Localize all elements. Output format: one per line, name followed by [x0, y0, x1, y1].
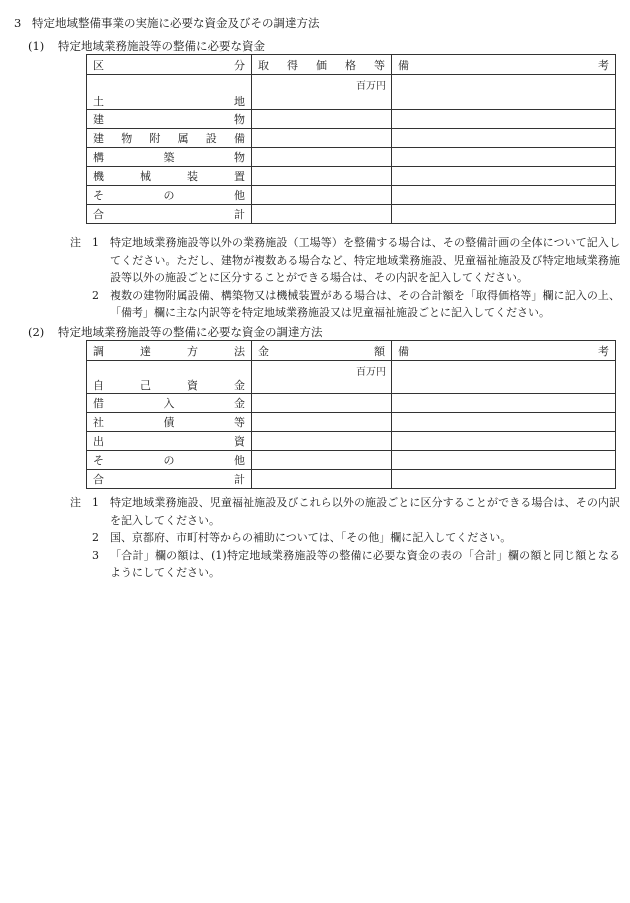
amount-cell[interactable]: [252, 110, 392, 129]
header-method: 調 達 方 法: [87, 341, 252, 361]
unit-label: 百万円: [356, 367, 386, 378]
section1-header-row: [87, 55, 616, 75]
header-remarks: 備 考: [392, 55, 616, 75]
row-label: 建 物: [87, 110, 252, 129]
remarks-cell[interactable]: [392, 205, 616, 224]
note-item: [70, 287, 620, 322]
row-label: 自 己 資 金: [87, 361, 252, 394]
note-number: 3: [92, 548, 99, 562]
note-label: [70, 529, 92, 547]
note-text: 特定地域業務施設、児童福祉施設及びこれら以外の施設ごとに区分することができる場合は、その内訳を記入してください。: [110, 496, 620, 527]
heading-number: 3: [14, 16, 22, 30]
table-row: [87, 470, 616, 489]
section2-title: [28, 324, 323, 340]
table-row: [87, 75, 616, 110]
note-label: 注: [70, 496, 81, 509]
row-label: そ の 他: [87, 451, 252, 470]
remarks-cell[interactable]: [392, 432, 616, 451]
note-number: 2: [92, 288, 99, 302]
amount-cell[interactable]: [252, 432, 392, 451]
section1-number: (1): [28, 39, 45, 53]
row-label: 出 資: [87, 432, 252, 451]
remarks-cell[interactable]: [392, 75, 616, 110]
row-label: 機 械 装 置: [87, 167, 252, 186]
note-item: [70, 234, 620, 287]
note-text: 「合計」欄の額は、(1)特定地域業務施設等の整備に必要な資金の表の「合計」欄の額と同じ額となるようにしてください。: [110, 548, 620, 580]
table-row: [87, 205, 616, 224]
remarks-cell[interactable]: [392, 186, 616, 205]
row-label: 建 物 附 属 設 備: [87, 129, 252, 148]
remarks-cell[interactable]: [392, 470, 616, 489]
row-label: 合 計: [87, 205, 252, 224]
note-text: 国、京都府、市町村等からの補助については、「その他」欄に記入してください。: [110, 531, 512, 545]
table-row: [87, 432, 616, 451]
amount-cell[interactable]: [252, 129, 392, 148]
header-amount: 金 額: [252, 341, 392, 361]
remarks-cell[interactable]: [392, 167, 616, 186]
table-row: [87, 394, 616, 413]
note-number: 1: [92, 496, 99, 509]
note-label: [70, 287, 92, 322]
amount-cell[interactable]: [252, 451, 392, 470]
section1-notes: [70, 234, 620, 322]
section-heading: [14, 15, 320, 31]
header-acquisition-price: 取 得 価 格 等: [252, 55, 392, 75]
amount-cell[interactable]: [252, 470, 392, 489]
table-row: [87, 413, 616, 432]
section2-table: [86, 340, 616, 489]
table-row: [87, 361, 616, 394]
section1-table: [86, 54, 616, 224]
row-label: 土 地: [87, 75, 252, 110]
note-item: [70, 529, 620, 547]
header-category: 区 分: [87, 55, 252, 75]
section2-number: (2): [28, 325, 45, 339]
heading-text: 特定地域整備事業の実施に必要な資金及びその調達方法: [32, 16, 320, 30]
note-item: [70, 547, 620, 582]
amount-cell[interactable]: [252, 205, 392, 224]
note-text: 特定地域業務施設等以外の業務施設（工場等）を整備する場合は、その整備計画の全体について記入してください。ただし、建物が複数ある場合など、特定地域業務施設、児童福祉施設及び特定地域業務施設等以外の施設ごとに区分することができる場合は、その内訳を記入してください。: [110, 236, 620, 285]
note-text: 複数の建物附属設備、構築物又は機械装置がある場合は、その合計額を「取得価格等」欄に記入の上、「備考」欄に主な内訳等を特定地域業務施設又は児童福祉施設ごとに記入してください。: [110, 288, 620, 320]
note-label: 注: [70, 236, 81, 249]
amount-cell[interactable]: [252, 186, 392, 205]
amount-cell[interactable]: [252, 148, 392, 167]
row-label: 借 入 金: [87, 394, 252, 413]
note-label: [70, 547, 92, 582]
remarks-cell[interactable]: [392, 451, 616, 470]
amount-cell[interactable]: [252, 394, 392, 413]
remarks-cell[interactable]: [392, 413, 616, 432]
section2-title-text: 特定地域業務施設等の整備に必要な資金の調達方法: [58, 325, 323, 339]
amount-cell[interactable]: [252, 413, 392, 432]
remarks-cell[interactable]: [392, 148, 616, 167]
remarks-cell[interactable]: [392, 361, 616, 394]
note-item: [70, 494, 620, 529]
section1-title: [28, 38, 265, 54]
table-row: [87, 148, 616, 167]
section2-notes: [70, 494, 620, 582]
amount-cell[interactable]: [252, 167, 392, 186]
header-remarks: 備 考: [392, 341, 616, 361]
remarks-cell[interactable]: [392, 110, 616, 129]
remarks-cell[interactable]: [392, 129, 616, 148]
table-row: [87, 110, 616, 129]
note-number: 1: [92, 236, 99, 249]
unit-label: 百万円: [356, 81, 386, 92]
table-row: [87, 167, 616, 186]
table-row: [87, 186, 616, 205]
row-label: そ の 他: [87, 186, 252, 205]
amount-cell[interactable]: [252, 75, 392, 110]
section2-header-row: [87, 341, 616, 361]
table-row: [87, 129, 616, 148]
section1-title-text: 特定地域業務施設等の整備に必要な資金: [58, 39, 265, 53]
table-row: [87, 451, 616, 470]
remarks-cell[interactable]: [392, 394, 616, 413]
note-number: 2: [92, 531, 99, 545]
row-label: 社 債 等: [87, 413, 252, 432]
amount-cell[interactable]: [252, 361, 392, 394]
row-label: 合 計: [87, 470, 252, 489]
row-label: 構 築 物: [87, 148, 252, 167]
